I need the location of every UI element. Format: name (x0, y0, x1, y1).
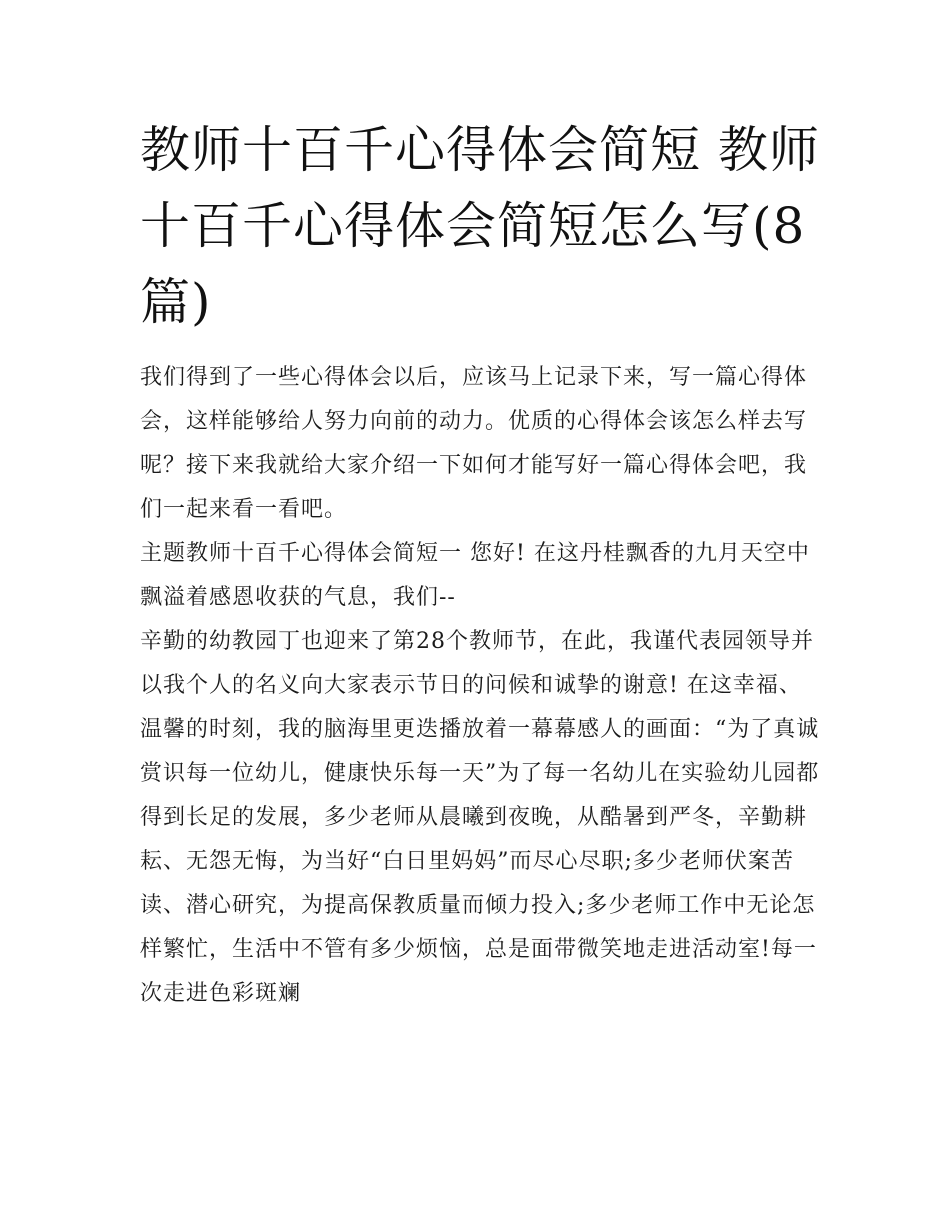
topic-paragraph: 主题教师十百千心得体会简短一 您好! 在这丹桂飘香的九月天空中飘溢着感恩收获的气息，我们-- (140, 541, 810, 610)
document-title: 教师十百千心得体会简短 教师十百千心得体会简短怎么写(8篇) (140, 121, 820, 331)
intro-paragraph: 我们得到了一些心得体会以后，应该马上记录下来，写一篇心得体会，这样能够给人努力向前的动力。优质的心得体会该怎么样去写呢？接下来我就给大家介绍一下如何才能写好一篇心得体会吧，我们一起来看一看吧。 (140, 365, 808, 522)
document-body (140, 356, 820, 1016)
speech-paragraph: 辛勤的幼教园丁也迎来了第28个教师节，在此，我谨代表园领导并以我个人的名义向大家表示节日的问候和诚挚的谢意! 在这幸福、温馨的时刻，我的脑海里更迭播放着一幕幕感人的画面：“为了真诚赏识每一位幼儿，健康快乐每一天”为了每一名幼儿在实验幼儿园都得到长足的发展，多少老师从晨曦到夜晚，从酷暑到严冬，辛勤耕耘、无怨无悔，为当好“白日里妈妈”而尽心尽职;多少老师伏案苦读、潜心研究，为提高保教质量而倾力投入;多少老师工作中无论怎样繁忙，生活中不管有多少烦恼，总是面带微笑地走进活动室!每一次走进色彩斑斓 (140, 629, 820, 1006)
